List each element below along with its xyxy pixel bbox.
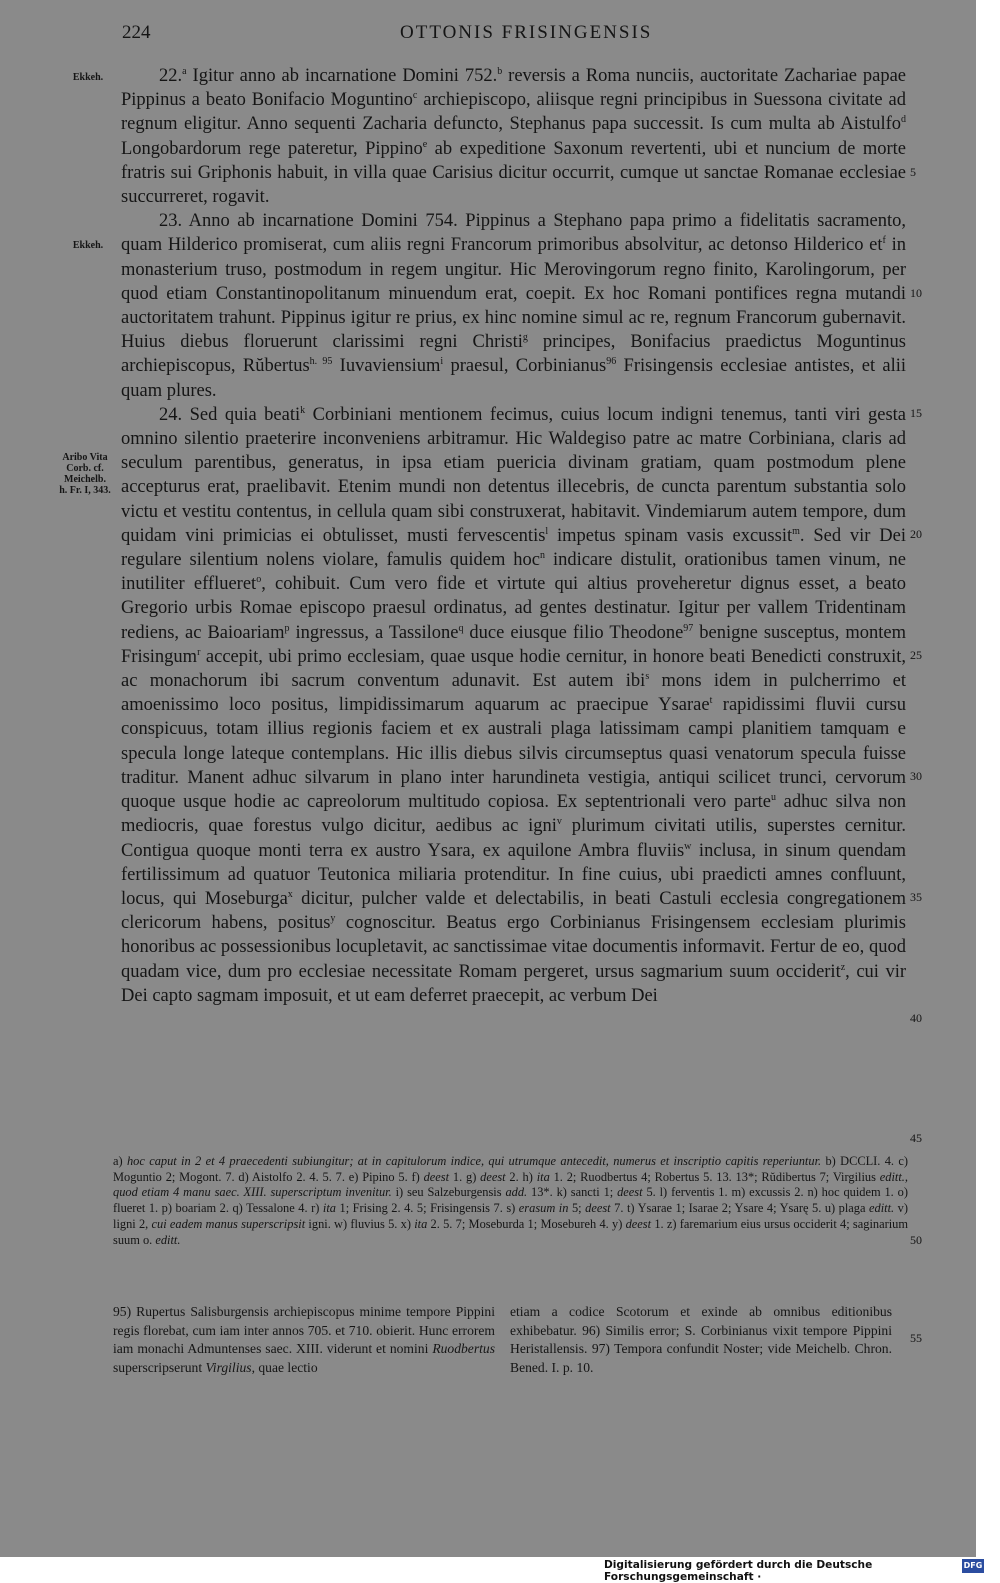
- note-text: 2. h): [505, 1169, 537, 1184]
- line-number: 30: [910, 769, 922, 783]
- text-run: dicitur, pulcher valde et delectabilis, in beati Castuli ecclesia congregationem clericorum habens, positus: [121, 888, 906, 934]
- note-text-italic: deest: [480, 1169, 506, 1184]
- footnote-marker: p: [284, 622, 290, 634]
- note-text: , quae lectio: [251, 1359, 318, 1375]
- note-text-italic: hoc caput in 2 et 4 praecedenti subiungitur; at in capitulorum indice, qui utrumque antecedit, numerus et inscriptio capitis reperiuntur.: [126, 1154, 822, 1168]
- margin-note-ekkeh: Ekkeh.: [72, 240, 104, 251]
- historical-notes-left: [113, 1303, 495, 1377]
- line-number: 20: [910, 527, 922, 541]
- note-text: 5;: [568, 1201, 586, 1216]
- footnote-marker: o: [256, 574, 262, 586]
- note-text: 1. g): [449, 1169, 481, 1184]
- note-text: 95) Rupertus Salisburgensis archiepiscopus minime tempore Pippini regis florebat, cum iam inter annos 705. et 710. obierit. Hunc errorem iam monachi Admuntenses saec. XIII. viderunt et nomini: [113, 1304, 495, 1357]
- text-run: , cui vir Dei capto sagmam imposuit, et ut eam deferret praecepit, ac verbum Dei: [121, 961, 906, 1006]
- chapter-number: 24.: [159, 404, 183, 425]
- footnote-marker: c: [412, 90, 418, 102]
- footnote-marker: 96: [606, 356, 617, 368]
- note-text-italic: deest: [423, 1169, 450, 1184]
- footnote-marker: z: [840, 961, 846, 973]
- chapter-23: [121, 209, 906, 403]
- note-text-italic: deest: [585, 1201, 611, 1216]
- footnote-marker: b: [497, 65, 503, 77]
- note-text-italic: add.: [505, 1185, 528, 1200]
- footnote-marker: a: [182, 65, 187, 77]
- line-number: 5: [910, 165, 916, 179]
- note-text-italic: Ruodbertus: [432, 1341, 495, 1357]
- note-text-italic: erasum in: [518, 1201, 569, 1216]
- text-run: reversis a Roma nunciis, auctoritate Zachariae papae Pippinus a beato Bonifacio Moguntino: [121, 66, 907, 111]
- footnote-marker: n: [540, 549, 546, 561]
- footnote-marker: l: [545, 525, 549, 537]
- note-text-italic: editt., quod etiam 4 manu saec. XIII. superscriptum invenitur.: [113, 1169, 908, 1200]
- footnote-marker: h. 95: [309, 356, 333, 368]
- chapter-number: 22.: [159, 66, 183, 86]
- note-text: 1. 2; Ruodbertus 4; Robertus 5. 13. 13*; Rŭdibertus 7; Virgilius: [549, 1169, 880, 1184]
- text-run: indicare distulit, orationibus tamen vinum, ne inutiliter efflueret: [121, 550, 906, 595]
- chapter-22: [121, 64, 906, 209]
- note-text-italic: deest: [617, 1185, 643, 1200]
- note-text: superscripserunt: [113, 1359, 206, 1375]
- text-run: praesul, Corbinianus: [443, 356, 607, 377]
- text-run: mons idem in pulcherrimo et amoenissimo loco positus, limpidissimarum aquarum ac praecipue Ysarae: [121, 671, 906, 716]
- note-text-italic: editt.: [869, 1201, 895, 1216]
- note-text: 1. z) faremarium eius ursus occiderit 4; saginarium suum o.: [113, 1216, 908, 1247]
- footnote-marker: u: [770, 791, 776, 803]
- line-number: 40: [910, 1011, 922, 1025]
- line-number: 15: [910, 406, 922, 420]
- note-text-italic: ita: [414, 1216, 428, 1231]
- footnote-marker: q: [458, 622, 464, 634]
- margin-note-line: Aribo Vita: [62, 452, 108, 463]
- text-run: Iuvaviensium: [332, 356, 441, 377]
- text-run: rapidissimi fluvii cursu conspicuus, totam illius regionis faciem et ex australi plaga latissimam campi planitiem tamquam e specula longe lateque contemplans. Hic illis diebus silvis circumseptus quasi venatorum specula fuisse traditur. Manent adhuc silvarum in plano inter harundineta vestigia, antiqui scilicet trunci, cervorum quoque usque hodie ac capreolorum multitudo copiosa. Ex septentrionali vero parte: [121, 695, 906, 813]
- note-text: i) seu Salzeburgensis: [391, 1185, 506, 1200]
- note-text: igni. w) fluvius 5. x): [305, 1216, 415, 1231]
- note-text: 13*. k) sancti 1;: [527, 1185, 618, 1200]
- note-text: 7. t) Ysarae 1; Isarae 2; Ysare 4; Ysarę 5. u) plaga: [610, 1201, 870, 1216]
- text-run: archiepiscopo, aliisque regni principibus in Suessona civitate ad regnum eligitur. Anno sequenti Zacharia defuncto, Stephanus papa successit. Is cum multa ab Aistulfo: [121, 90, 906, 135]
- footnote-marker: s: [645, 670, 650, 682]
- footnote-marker: 97: [683, 622, 694, 634]
- text-run: , cohibuit. Cum vero fide et virtute qui altius proveheretur dignus esset, a beato Gregorio urbis Romae episcopo praesul ordinatus, ad gentes destinatur. Igitur per vallem Tridentinam rediens, ac Baioariam: [121, 574, 906, 643]
- text-run: Frisingensis ecclesiae antistes, et alii quam plures.: [121, 356, 907, 401]
- main-text: [121, 64, 906, 1008]
- note-text-italic: editt.: [155, 1232, 181, 1247]
- note-text-italic: ita: [536, 1169, 550, 1184]
- text-run: inclusa, in sinum quendam fertilissimum ad quatuor Teutonica miliaria protenditur. In fine cuius, ubi praedicti amnes confluunt, locus, qui Moseburga: [121, 840, 906, 909]
- line-number: 25: [910, 648, 922, 662]
- digitization-credit: Digitalisierung gefördert durch die Deutsche Forschungsgemeinschaft ·: [604, 1559, 873, 1583]
- text-run: cognoscitur. Beatus ergo Corbinianus Frisingensem ecclesiam plurimis honoribus ac possessionibus locupletavit, ac sanctissimae vitae documentis informavit. Fertur de eo, quod quadam vice, dum pro ecclesiae necessitate Romam pergeret, ursus sagmarium suum occiderit: [121, 913, 906, 982]
- text-run: Igitur anno ab incarnatione Domini 752.: [192, 66, 498, 86]
- text-run: in monasterium truso, postmodum in regem ungitur. Hic Merovingorum regno finito, Karolingorum, per quod etiam Constantinopolitanum minuendum erat, coepit. Ex hoc Romani pontifices regna mutandi auctoritatem trahunt. Pippinus igitur re prius, ex hinc nomine simul ac re, regnum Francorum gubernavit. Huius diebus floruerunt clarissimi regni Christi: [121, 235, 906, 353]
- footnote-marker: g: [522, 332, 528, 344]
- chapter-number: 23.: [159, 211, 183, 232]
- margin-note-line: h. Fr. I, 343.: [59, 485, 111, 496]
- running-title: OTTONIS FRISINGENSIS: [400, 22, 653, 43]
- margin-note-ekkeh: Ekkeh.: [72, 72, 104, 83]
- text-run: Longobardorum rege pateretur, Pippino: [121, 138, 423, 159]
- footnote-marker: f: [882, 235, 886, 247]
- text-run: Sed quia beati: [189, 404, 301, 425]
- line-number: 45: [910, 1131, 922, 1145]
- note-text: v) ligni 2,: [113, 1201, 908, 1231]
- footnote-marker: w: [684, 840, 692, 852]
- note-text: 2. 5. 7; Moseburda 1; Mosebureh 4. y): [427, 1216, 626, 1231]
- margin-note-aribo: [55, 452, 115, 496]
- dfg-logo: DFG: [962, 1559, 984, 1573]
- footnote-marker: r: [197, 646, 201, 658]
- footnote-marker: m: [792, 525, 800, 537]
- text-run: impetus spinam vasis excussit: [548, 525, 793, 546]
- note-text: a): [113, 1154, 127, 1168]
- margin-note-line: Meichelb.: [64, 474, 106, 485]
- footnote-marker: x: [287, 888, 293, 900]
- text-run: . Sed vir Dei regulare silentium nolens violare, famulis quidem hoc: [121, 525, 906, 571]
- text-run: plurimum civitati utilis, superstes cernitur. Contigua quoque monti terra ex austro Ysara, ex aquilone Ambra fluviis: [121, 816, 906, 861]
- footnote-marker: d: [901, 114, 906, 126]
- footnote-marker: y: [330, 912, 336, 924]
- footnote-marker: k: [300, 404, 306, 416]
- text-run: principes, Bonifacius praedictus Moguntinus archiepiscopus, Rŭbertus: [121, 332, 906, 377]
- text-run: ingressus, a Tassilone: [289, 622, 459, 643]
- line-number: 55: [910, 1331, 922, 1345]
- apparatus-criticus: [113, 1154, 908, 1248]
- margin-note-line: Corb. cf.: [66, 463, 104, 474]
- footnote-marker: v: [556, 816, 562, 828]
- text-run: accepit, ubi primo ecclesiam, quae usque hodie cernitur, in honore beati Benedicti construxit, ac monachorum ibi sacrum conventum adunavit. Est autem ibi: [121, 646, 906, 692]
- text-run: Anno ab incarnatione Domini 754. Pippinus a Stephano papa primo a fidelitatis sacramento, quam Hilderico promiserat, cum aliis regni Francorum primoribus absolvitur, ac detonso Hilderico et: [121, 211, 906, 256]
- note-text: b) DCCLI. 4. c) Moguntio 2; Mogont. 7. d) Aistolfo 2. 4. 5. 7. e) Pipino 5. f): [113, 1154, 908, 1184]
- note-text: etiam a codice Scotorum et exinde ab omnibus editionibus exhibebatur. 96) Similis error; S. Corbinianus vixit tempore Pippini Heristallensis. 97) Tempora confundit Noster; vide Meichelb. Chron. Bened. I. p. 10.: [510, 1304, 892, 1375]
- note-text-italic: Virgilius: [205, 1359, 252, 1375]
- footnote-marker: e: [422, 138, 428, 150]
- page-number: 224: [122, 22, 151, 43]
- note-text-italic: ita: [322, 1201, 336, 1216]
- note-text: 5. l) ferventis 1. m) excussis 2. n) hoc quidem 1. o) flueret 1. p) boariam 2. q) Tessalone 4. r): [113, 1185, 908, 1216]
- text-run: Corbiniani mentionem fecimus, cuius locum indigni tenemus, tanti viri gesta omnino silentio praeterire inconveniens arbitramur. Hic Waldegiso patre ac matre Corbiniana, claris ad seculum parentibus, generatus, in ipsa etiam puericia divinam gratiam, quam postmodum plene accepturus erat, praelibavit. Etenim mundi non detentus illecebris, de cuncta parentum substantia solo victu et vestitu contentus, in cellula quam sibi construxerat, habitavit. Vindemiarum autem tempore, dum quidam vini primicias ei obtulisset, musti fervescentis: [121, 404, 907, 546]
- text-run: benigne susceptus, montem Frisingum: [121, 622, 906, 667]
- text-run: ab expeditione Saxonum revertenti, ubi et nuncium de morte fratris sui Griphonis habuit, in villa quae Carisius dicitur occurrit, cumque ut sanctae Romanae ecclesiae succurreret, rogavit.: [121, 138, 907, 208]
- text-run: adhuc silva non mediocris, quae forestus vulgo dicitur, aedibus ac igni: [121, 792, 906, 837]
- line-number: 35: [910, 890, 922, 904]
- footnote-marker: i: [440, 356, 444, 368]
- note-text: 1; Frising 2. 4. 5; Frisingensis 7. s): [335, 1201, 519, 1216]
- footnote-marker: t: [709, 695, 713, 707]
- note-text-italic: deest: [625, 1216, 652, 1231]
- historical-notes-right: [510, 1303, 892, 1377]
- text-run: duce eiusque filio Theodone: [463, 622, 684, 643]
- note-text-italic: cui eadem manus superscripsit: [151, 1216, 306, 1231]
- line-number: 10: [910, 286, 922, 300]
- line-number: 50: [910, 1233, 922, 1247]
- chapter-24: [121, 403, 906, 1008]
